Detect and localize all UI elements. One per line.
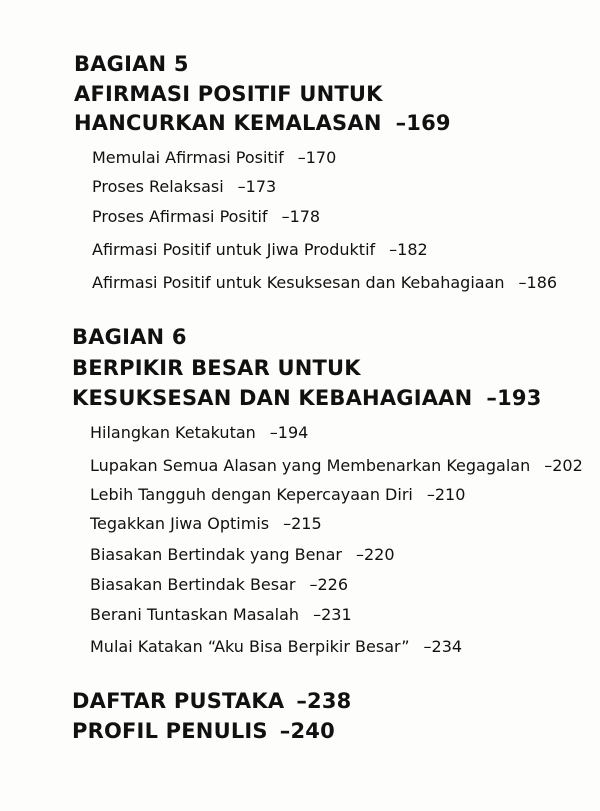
toc-entry[interactable] — [90, 423, 308, 442]
toc-entry-title: Lebih Tangguh dengan Kepercayaan Diri — [90, 485, 413, 504]
toc-entry-title: Biasakan Bertindak yang Benar — [90, 545, 342, 564]
toc-entry-page: –231 — [313, 605, 352, 624]
toc-entry-page: –170 — [297, 148, 337, 167]
toc-entry-title: Mulai Katakan “Aku Bisa Berpikir Besar” — [90, 637, 410, 656]
toc-entry-title: Proses Relaksasi — [92, 177, 224, 196]
part-6-title-text: KESUKSESAN DAN KEBAHAGIAAN — [72, 386, 473, 410]
toc-entry[interactable] — [90, 605, 352, 624]
toc-entry[interactable] — [92, 148, 336, 167]
toc-entry-title: Proses Afirmasi Positif — [92, 207, 268, 226]
bibliography-page: –238 — [296, 689, 352, 713]
author-profile-title: PROFIL PENULIS — [72, 719, 268, 743]
toc-entry-page: –226 — [309, 575, 349, 594]
part-5-title-text: HANCURKAN KEMALASAN — [74, 111, 382, 135]
toc-entry-title: Memulai Afirmasi Positif — [92, 148, 284, 167]
toc-entry[interactable] — [90, 575, 348, 594]
toc-entry-title: Afirmasi Positif untuk Jiwa Produktif — [92, 240, 376, 259]
toc-entry[interactable] — [92, 177, 276, 196]
part-5-title-line1: AFIRMASI POSITIF UNTUK — [74, 82, 383, 106]
toc-entry-title: Berani Tuntaskan Masalah — [90, 605, 300, 624]
part-5-title-line2 — [74, 111, 451, 135]
toc-entry-title: Tegakkan Jiwa Optimis — [90, 514, 270, 533]
toc-entry[interactable] — [90, 637, 462, 656]
toc-entry-title: Afirmasi Positif untuk Kesuksesan dan Kebahagiaan — [92, 273, 505, 292]
toc-entry[interactable] — [90, 485, 465, 504]
toc-entry-title: Hilangkan Ketakutan — [90, 423, 256, 442]
toc-entry-title: Biasakan Bertindak Besar — [90, 575, 296, 594]
part-5-page: –169 — [395, 111, 451, 135]
toc-entry[interactable] — [92, 207, 320, 226]
part-6-page: –193 — [486, 386, 542, 410]
toc-entry[interactable] — [90, 514, 322, 533]
toc-entry-page: –202 — [544, 456, 583, 475]
part-6-title-line1: BERPIKIR BESAR UNTUK — [72, 356, 361, 380]
toc-entry-title: Lupakan Semua Alasan yang Membenarkan Kegagalan — [90, 456, 531, 475]
toc-entry[interactable] — [92, 240, 428, 259]
toc-entry-page: –220 — [355, 545, 395, 564]
toc-entry[interactable] — [90, 456, 583, 475]
toc-entry[interactable] — [92, 273, 557, 292]
toc-entry-page: –194 — [269, 423, 309, 442]
part-6-label: BAGIAN 6 — [72, 325, 187, 349]
part-6-title-line2 — [72, 386, 542, 410]
part-5-label: BAGIAN 5 — [74, 52, 189, 76]
toc-entry-page: –234 — [423, 637, 463, 656]
bibliography-title: DAFTAR PUSTAKA — [72, 689, 285, 713]
author-profile-entry[interactable] — [72, 719, 335, 743]
toc-entry-page: –210 — [426, 485, 466, 504]
toc-entry-page: –186 — [518, 273, 558, 292]
toc-entry-page: –182 — [389, 240, 428, 259]
toc-entry[interactable] — [90, 545, 395, 564]
bibliography-entry[interactable] — [72, 689, 351, 713]
toc-entry-page: –215 — [283, 514, 322, 533]
toc-entry-page: –173 — [237, 177, 277, 196]
toc-entry-page: –178 — [281, 207, 321, 226]
author-profile-page: –240 — [279, 719, 335, 743]
